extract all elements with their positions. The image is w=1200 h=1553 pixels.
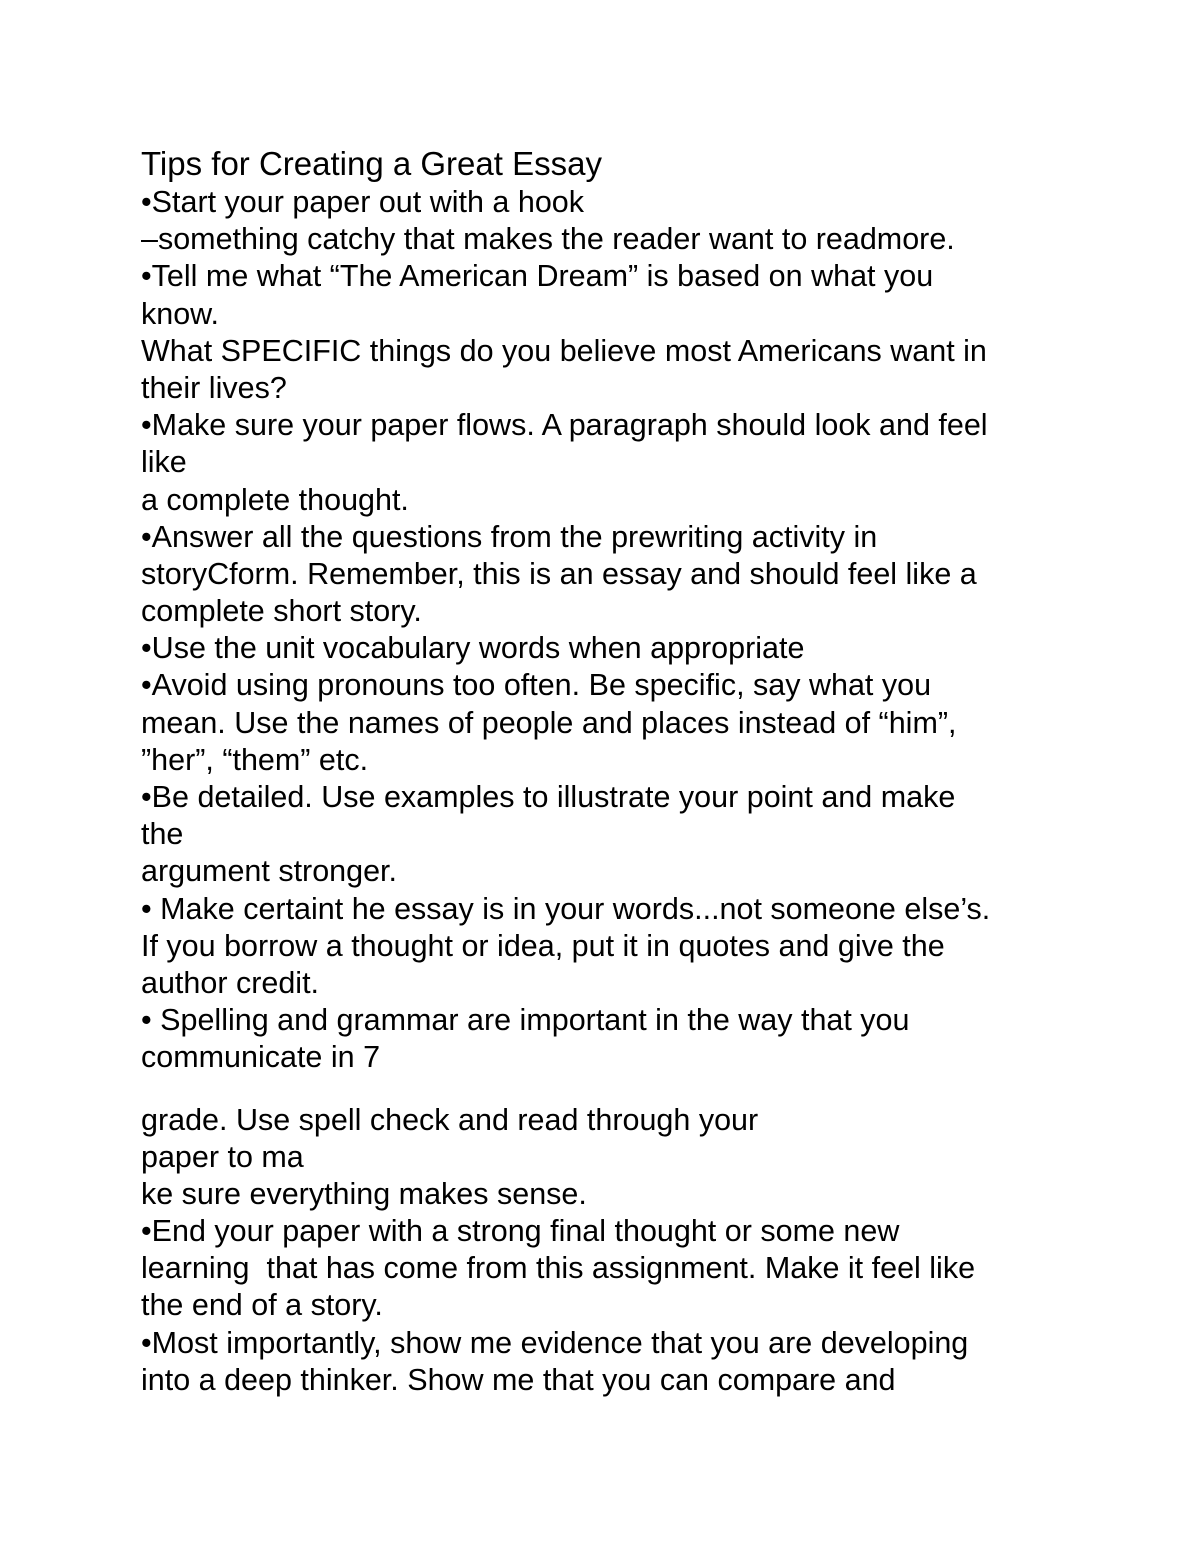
text-line: argument stronger. [141, 854, 398, 889]
text-line: like [141, 445, 187, 480]
text-line: What SPECIFIC things do you believe most Americans want in [141, 333, 987, 368]
paragraph-gap [141, 1077, 1081, 1102]
text-line: •Use the unit vocabulary words when appropriate [141, 631, 805, 666]
text-line: paper to ma [141, 1139, 304, 1174]
text-line: the end of a story. [141, 1288, 383, 1323]
text-line: –something catchy that makes the reader want to readmore. [141, 222, 955, 257]
text-line: If you borrow a thought or idea, put it in quotes and give the [141, 928, 945, 963]
text-line: • Make certaint he essay is in your words...not someone else’s. [141, 891, 991, 926]
text-line: •Answer all the questions from the prewriting activity in [141, 519, 878, 554]
text-line: author credit. [141, 965, 320, 1000]
text-line: communicate in 7 [141, 1040, 381, 1075]
text-line: • Spelling and grammar are important in the way that you [141, 1003, 910, 1038]
text-line: complete short story. [141, 594, 422, 629]
document-title: Tips for Creating a Great Essay [141, 145, 602, 182]
text-line: a complete thought. [141, 482, 409, 517]
text-line: ”her”, “them” etc. [141, 742, 369, 777]
text-line: the [141, 817, 184, 852]
text-line: •End your paper with a strong final thought or some new [141, 1214, 900, 1249]
text-line: ke sure everything makes sense. [141, 1176, 587, 1211]
text-line: storyCform. Remember, this is an essay and should feel like a [141, 556, 977, 591]
text-line: learning that has come from this assignment. Make it feel like [141, 1251, 976, 1286]
text-line: •Most importantly, show me evidence that you are developing [141, 1325, 969, 1360]
text-line: mean. Use the names of people and places instead of “him”, [141, 705, 957, 740]
text-line: know. [141, 296, 219, 331]
text-line: their lives? [141, 370, 287, 405]
text-line: into a deep thinker. Show me that you can compare and [141, 1362, 896, 1397]
text-line: •Avoid using pronouns too often. Be specific, say what you [141, 668, 932, 703]
text-line: grade. Use spell check and read through your [141, 1102, 759, 1137]
text-line: •Be detailed. Use examples to illustrate your point and make [141, 780, 956, 814]
document-body [141, 144, 1081, 1399]
text-line: •Start your paper out with a hook [141, 185, 585, 219]
text-line: •Make sure your paper flows. A paragraph should look and feel [141, 408, 988, 443]
text-line: •Tell me what “The American Dream” is based on what you [141, 259, 934, 294]
